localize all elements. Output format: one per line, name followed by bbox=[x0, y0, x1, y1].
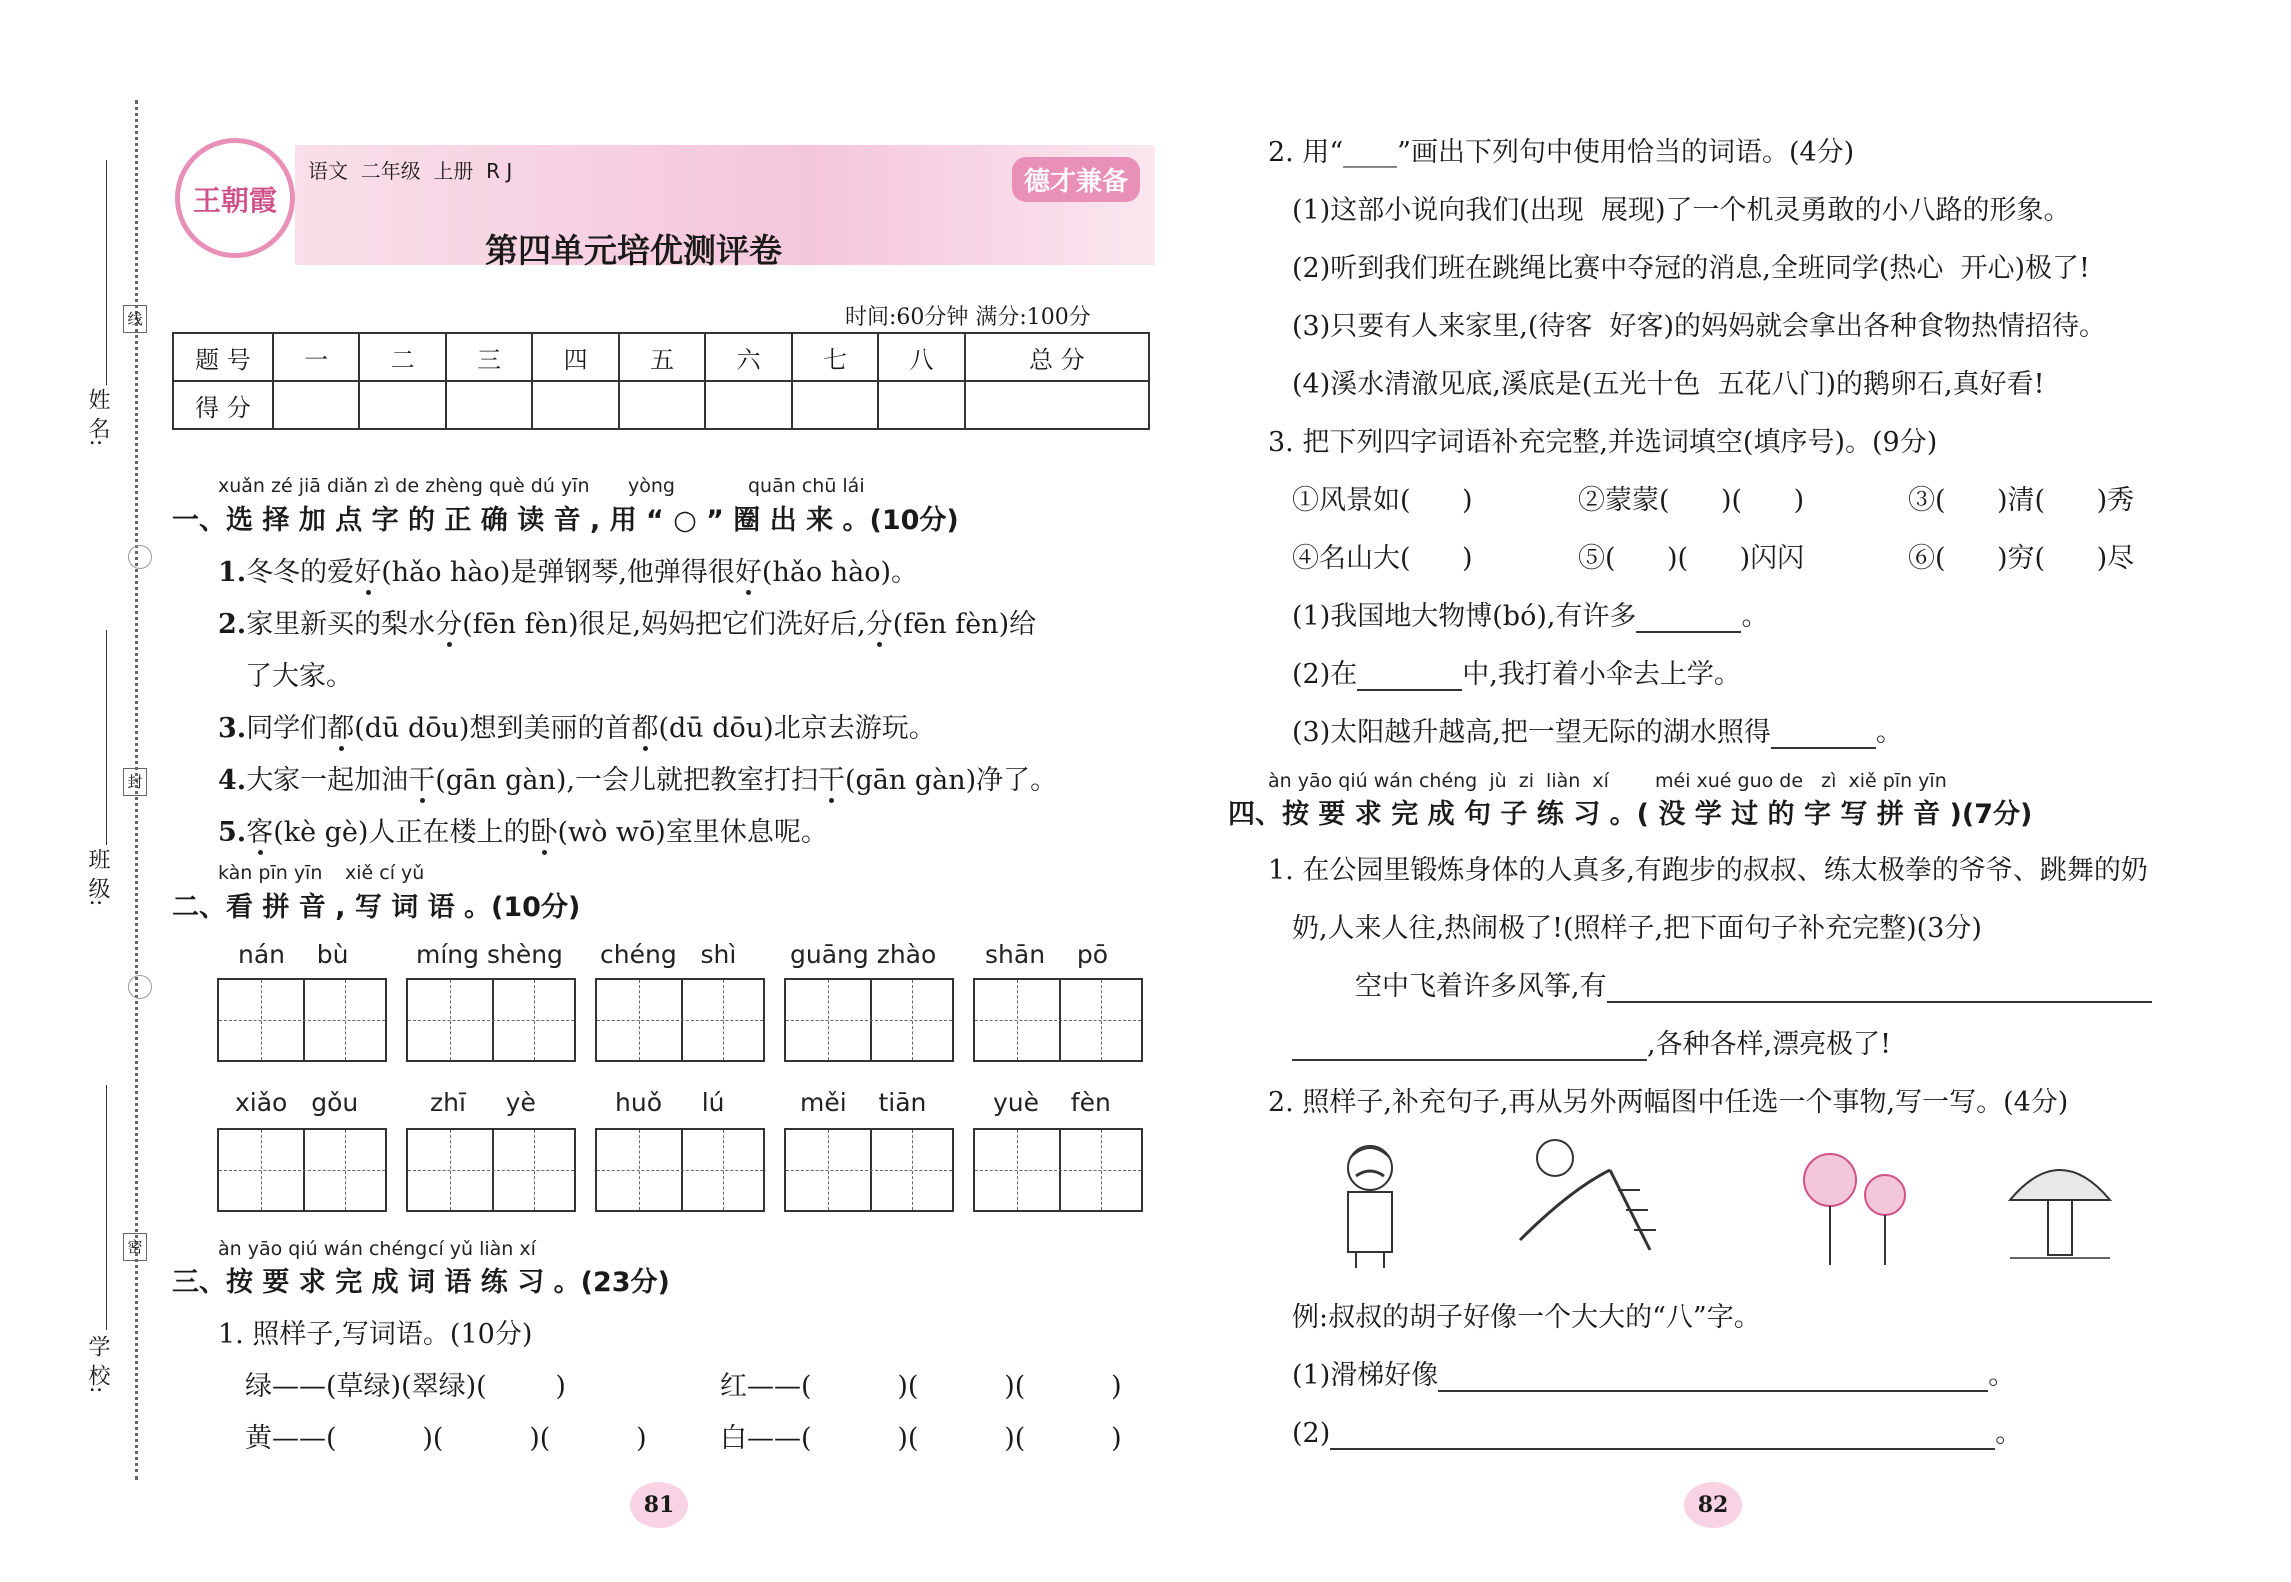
sunflower-illustration bbox=[1785, 1140, 1925, 1270]
s4-example: 例:叔叔的胡子好像一个大大的“八”字。 bbox=[1292, 1302, 1761, 1333]
writing-grid[interactable] bbox=[406, 1128, 576, 1212]
answer-blank[interactable] bbox=[1771, 721, 1876, 749]
pinyin-annotation: xiě cí yǔ bbox=[345, 862, 425, 884]
pinyin-annotation: méi xué guo de zì xiě pīn yīn bbox=[1655, 770, 1947, 792]
brand-logo bbox=[175, 138, 295, 258]
pinyin-prompt: shān pō bbox=[985, 940, 1108, 969]
s3-q1: 1. 照样子,写词语。(10分) bbox=[218, 1319, 533, 1350]
answer-blank[interactable] bbox=[1438, 1364, 1988, 1392]
score-input[interactable] bbox=[792, 381, 878, 429]
pinyin-prompt: zhī yè bbox=[430, 1088, 536, 1117]
score-input[interactable] bbox=[878, 381, 964, 429]
name-field[interactable] bbox=[106, 160, 107, 385]
section-4-heading: 四、按 要 求 完 成 句 子 练 习 。( 没 学 过 的 字 写 拼 音 )(7分) bbox=[1228, 799, 2033, 830]
idiom-item[interactable]: ②蒙蒙( )( ) bbox=[1578, 485, 1805, 516]
uncle-with-mustache-illustration bbox=[1320, 1130, 1420, 1270]
answer-blank[interactable] bbox=[1636, 605, 1741, 633]
r-q3-fill-3: (3)太阳越升越高,把一望无际的湖水照得 。 bbox=[1292, 717, 1903, 748]
score-cell: 五 bbox=[619, 333, 705, 381]
s1-item-3: 3.同学们都(dū dōu)想到美丽的首都(dū dōu)北京去游玩。 bbox=[218, 713, 936, 744]
score-cell: 得 分 bbox=[173, 381, 273, 429]
pinyin-annotation: quān chū lái bbox=[748, 475, 865, 497]
badge: 德才兼备 bbox=[1012, 157, 1140, 202]
r-q2-item[interactable]: (1)这部小说向我们(出现 展现)了一个机灵勇敢的小八路的形象。 bbox=[1292, 195, 2071, 226]
r-q3-fill-1: (1)我国地大物博(bó),有许多 。 bbox=[1292, 601, 1769, 632]
seal-mark-feng: 封 bbox=[123, 768, 147, 796]
r-q2-item[interactable]: (3)只要有人来家里,(待客 好客)的妈妈就会拿出各种食物热情招待。 bbox=[1292, 311, 2107, 342]
score-cell: 题 号 bbox=[173, 333, 273, 381]
class-field[interactable] bbox=[106, 630, 107, 845]
writing-grid[interactable] bbox=[595, 1128, 765, 1212]
writing-grid[interactable] bbox=[217, 1128, 387, 1212]
pinyin-prompt: xiǎo gǒu bbox=[235, 1088, 359, 1117]
idiom-item[interactable]: ⑤( )( )闪闪 bbox=[1578, 543, 1805, 574]
s1-item-2-cont: 了大家。 bbox=[245, 661, 353, 692]
writing-grid[interactable] bbox=[784, 1128, 954, 1212]
page-number-right: 82 bbox=[1684, 1482, 1742, 1528]
pinyin-prompt: chéng shì bbox=[600, 940, 737, 969]
seal-mark-xian: 线 bbox=[123, 305, 147, 333]
r-q2-item[interactable]: (2)听到我们班在跳绳比赛中夺冠的消息,全班同学(热心 开心)极了! bbox=[1292, 253, 2090, 284]
score-cell: 一 bbox=[273, 333, 359, 381]
seal-mark-mi: 密 bbox=[123, 1233, 147, 1261]
writing-grid[interactable] bbox=[784, 978, 954, 1062]
score-input[interactable] bbox=[705, 381, 791, 429]
section-3-heading: 三、按 要 求 完 成 词 语 练 习 。(23分) bbox=[172, 1267, 670, 1298]
score-input[interactable] bbox=[359, 381, 445, 429]
s4-q1-sentence-end: ,各种各样,漂亮极了! bbox=[1292, 1022, 1891, 1061]
r-q2-item[interactable]: (4)溪水清澈见底,溪底是(五光十色 五花八门)的鹅卵石,真好看! bbox=[1292, 369, 2045, 400]
score-value-row bbox=[173, 381, 1149, 429]
name-label: 姓 名: bbox=[85, 388, 110, 447]
time-info: 时间:60分钟 满分:100分 bbox=[845, 305, 1091, 330]
pinyin-annotation: cí yǔ liàn xí bbox=[428, 1238, 536, 1260]
pinyin-prompt: nán bù bbox=[238, 940, 349, 969]
brand-name: 王朝霞 bbox=[192, 184, 277, 217]
s4-answer-1: (1)滑梯好像 。 bbox=[1292, 1360, 2016, 1391]
score-input[interactable] bbox=[446, 381, 532, 429]
section-1-heading: 一、选 择 加 点 字 的 正 确 读 音 , 用 “ ○ ” 圈 出 来 。(10分) bbox=[172, 505, 959, 536]
school-field[interactable] bbox=[106, 1085, 107, 1330]
score-cell: 七 bbox=[792, 333, 878, 381]
fill-blank-red[interactable]: 红——( )( )( ) bbox=[720, 1371, 1122, 1402]
answer-blank[interactable] bbox=[1607, 975, 2152, 1003]
score-input[interactable] bbox=[619, 381, 705, 429]
slide-illustration bbox=[1500, 1130, 1670, 1260]
answer-blank[interactable] bbox=[1330, 1422, 1995, 1450]
pinyin-prompt: yuè fèn bbox=[993, 1088, 1111, 1117]
school-label: 学 校: bbox=[85, 1335, 110, 1394]
s1-item-4: 4.大家一起加油干(gān gàn),一会儿就把教室打扫干(gān gàn)净了。 bbox=[218, 765, 1058, 796]
pinyin-annotation: àn yāo qiú wán chéng jù zi liàn xí bbox=[1268, 770, 1609, 792]
score-cell: 六 bbox=[705, 333, 791, 381]
pinyin-prompt: míng shèng bbox=[416, 940, 563, 969]
page-title: 第四单元培优测评卷 bbox=[485, 231, 782, 270]
pinyin-annotation: àn yāo qiú wán chéng bbox=[218, 1238, 428, 1260]
page-number-left: 81 bbox=[630, 1482, 688, 1528]
s4-q1-cont: 奶,人来人往,热闹极了!(照样子,把下面句子补充完整)(3分) bbox=[1292, 913, 1982, 944]
book-meta: 语文 二年级 上册 R J bbox=[308, 159, 513, 183]
score-input[interactable] bbox=[532, 381, 618, 429]
section-2-heading: 二、看 拼 音 , 写 词 语 。(10分) bbox=[172, 892, 581, 923]
score-input[interactable] bbox=[965, 381, 1149, 429]
score-cell: 四 bbox=[532, 333, 618, 381]
pinyin-prompt: huǒ lú bbox=[615, 1088, 725, 1117]
r-q3-fill-2: (2)在 中,我打着小伞去上学。 bbox=[1292, 659, 1741, 690]
score-cell: 二 bbox=[359, 333, 445, 381]
s1-item-2: 2.家里新买的梨水分(fēn fèn)很足,妈妈把它们洗好后,分(fēn fèn)给 bbox=[218, 609, 1037, 640]
s4-answer-2: (2) 。 bbox=[1292, 1418, 2023, 1449]
pinyin-annotation: yòng bbox=[628, 475, 675, 497]
score-input[interactable] bbox=[273, 381, 359, 429]
writing-grid[interactable] bbox=[595, 978, 765, 1062]
score-cell: 八 bbox=[878, 333, 964, 381]
fill-blank-white[interactable]: 白——( )( )( ) bbox=[720, 1423, 1122, 1454]
score-header-row bbox=[173, 333, 1149, 381]
writing-grid[interactable] bbox=[217, 978, 387, 1062]
pinyin-annotation: kàn pīn yīn bbox=[218, 862, 323, 884]
fill-blank-green[interactable]: 绿——(草绿)(翠绿)( ) bbox=[245, 1371, 566, 1402]
s4-q1: 1. 在公园里锻炼身体的人真多,有跑步的叔叔、练太极拳的爷爷、跳舞的奶 bbox=[1268, 855, 2148, 886]
pinyin-prompt: guāng zhào bbox=[790, 940, 937, 969]
s1-item-1: 1.冬冬的爱好(hǎo hào)是弹钢琴,他弹得很好(hǎo hào)。 bbox=[218, 557, 919, 588]
writing-grid[interactable] bbox=[973, 978, 1143, 1062]
r-q2: 2. 用“____”画出下列句中使用恰当的词语。(4分) bbox=[1268, 137, 1855, 168]
writing-grid[interactable] bbox=[973, 1128, 1143, 1212]
idiom-item[interactable]: ③( )清( )秀 bbox=[1908, 485, 2135, 516]
score-cell: 总 分 bbox=[965, 333, 1149, 381]
s4-q1-sentence: 空中飞着许多风筝,有 bbox=[1355, 964, 2152, 1003]
score-cell: 三 bbox=[446, 333, 532, 381]
s1-item-5: 5.客(kè gè)人正在楼上的卧(wò wō)室里休息呢。 bbox=[218, 817, 828, 848]
pinyin-annotation: xuǎn zé jiā diǎn zì de zhèng què dú yīn bbox=[218, 475, 590, 497]
pinyin-prompt: měi tiān bbox=[800, 1088, 927, 1117]
mushroom-illustration bbox=[2000, 1140, 2120, 1270]
r-q3: 3. 把下列四字词语补充完整,并选词填空(填序号)。(9分) bbox=[1268, 427, 1938, 458]
answer-blank[interactable] bbox=[1292, 1033, 1647, 1061]
s4-q2: 2. 照样子,补充句子,再从另外两幅图中任选一个事物,写一写。(4分) bbox=[1268, 1087, 2069, 1118]
answer-blank[interactable] bbox=[1357, 663, 1462, 691]
score-table bbox=[172, 332, 1150, 430]
punch-hole bbox=[128, 545, 152, 569]
punch-hole bbox=[128, 975, 152, 999]
writing-grid[interactable] bbox=[406, 978, 576, 1062]
class-label: 班 级: bbox=[85, 848, 110, 907]
idiom-item[interactable]: ④名山大( ) bbox=[1292, 543, 1473, 574]
idiom-item[interactable]: ①风景如( ) bbox=[1292, 485, 1473, 516]
fill-blank-yellow[interactable]: 黄——( )( )( ) bbox=[245, 1423, 647, 1454]
idiom-item[interactable]: ⑥( )穷( )尽 bbox=[1908, 543, 2135, 574]
